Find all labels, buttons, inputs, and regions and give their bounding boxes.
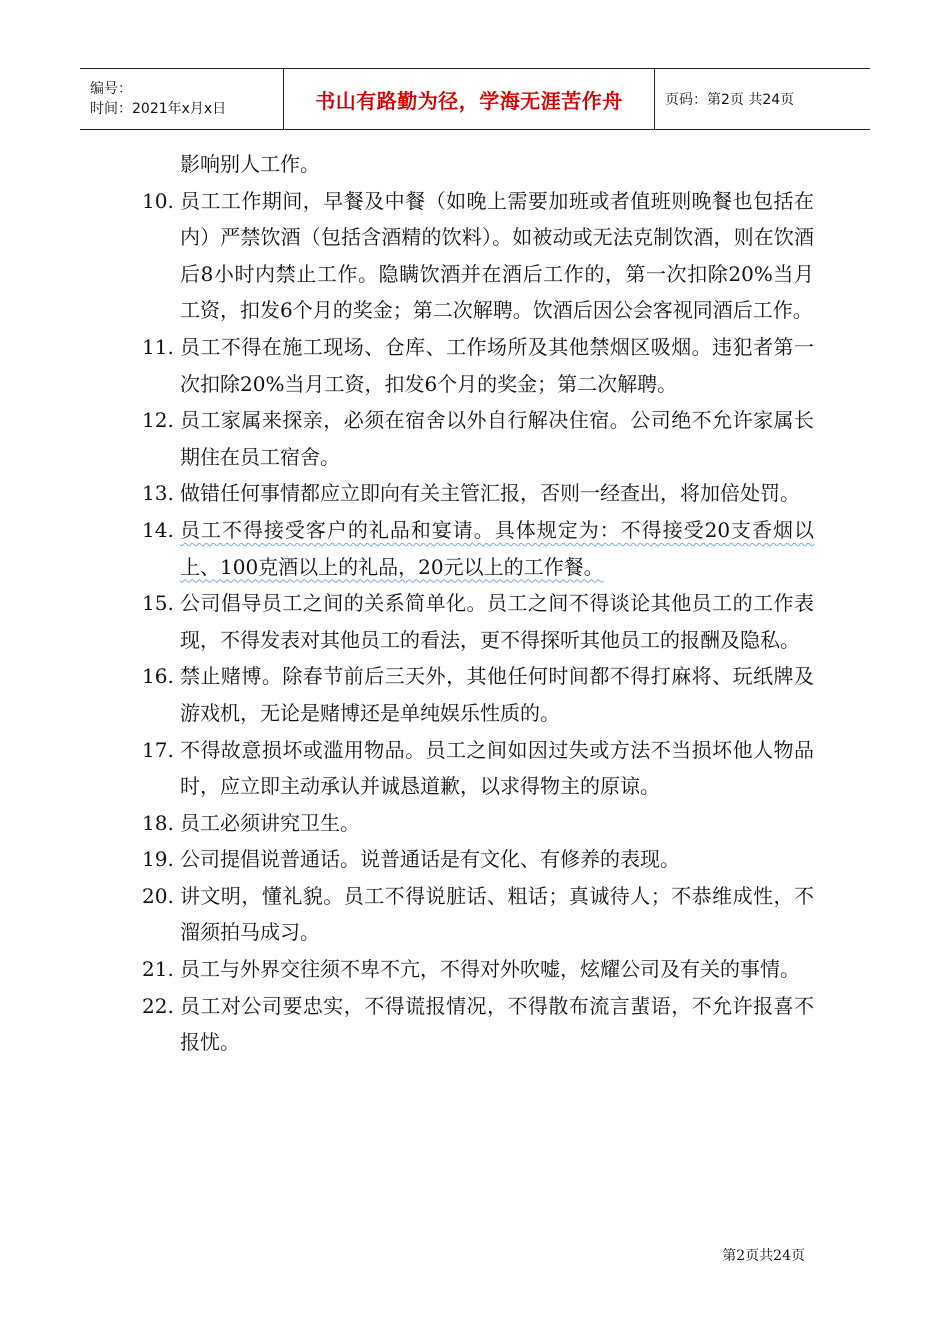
item-text: 员工必须讲究卫生。 [180,810,360,835]
item-text: 员工不得接受客户的礼品和宴请。具体规定为：不得接受20支香烟以上、100克酒以上的礼品，20元以上的工作餐。 [180,517,814,579]
item-number: 19. [142,847,174,872]
document-body [142,146,814,1061]
item-number: 18. [142,810,174,835]
list-item-21 [142,951,814,988]
item-number: 10. [142,188,174,213]
list-item-10 [142,183,814,329]
item-text: 员工不得在施工现场、仓库、工作场所及其他禁烟区吸烟。违犯者第一次扣除20%当月工资，扣发6个月的奖金；第二次解聘。 [180,334,814,396]
page-header [80,68,870,130]
item-number: 15. [142,591,174,616]
item-text: 公司倡导员工之间的关系简单化。员工之间不得谈论其他员工的工作表现，不得发表对其他员工的看法，更不得探听其他员工的报酬及隐私。 [180,591,814,652]
list-item-17 [142,732,814,805]
item-number: 12. [142,408,174,433]
list-item-18 [142,805,814,842]
list-item-14 [142,512,814,585]
continuation-text: 影响别人工作。 [180,152,320,176]
item-number: 16. [142,664,174,689]
item-number: 13. [142,481,174,506]
item-number: 17. [142,737,174,762]
motto-text: 书山有路勤为径，学海无涯苦作舟 [315,88,623,113]
list-item-20 [142,878,814,951]
item-text: 讲文明，懂礼貌。员工不得说脏话、粗话；真诚待人；不恭维成性，不溜须拍马成习。 [180,883,814,945]
item-text: 员工工作期间，早餐及中餐（如晚上需要加班或者值班则晚餐也包括在内）严禁饮酒（包括含酒精的饮料）。如被动或无法克制饮酒，则在饮酒后8小时内禁止工作。隐瞒饮酒并在酒后工作的，第一次扣除20%当月工资，扣发6个月的奖金；第二次解聘。饮酒后因公会客视同酒后工作。 [180,188,814,323]
list-item-11 [142,329,814,402]
item-number: 20. [142,883,174,908]
list-item-16 [142,658,814,731]
header-page-info [655,69,870,129]
item-text: 员工家属来探亲，必须在宿舍以外自行解决住宿。公司绝不允许家属长期住在员工宿舍。 [180,408,814,469]
item-number: 22. [142,993,174,1018]
item-number: 21. [142,957,174,982]
list-item-22 [142,988,814,1061]
item-text: 员工对公司要忠实，不得谎报情况，不得散布流言蜚语，不允许报喜不报忧。 [180,993,814,1055]
list-item-15 [142,585,814,658]
item-number: 11. [142,334,174,359]
list-item-12 [142,402,814,475]
item-text: 员工与外界交往须不卑不亢，不得对外吹嘘，炫耀公司及有关的事情。 [180,957,800,982]
header-motto [283,69,655,129]
item-text: 不得故意损坏或滥用物品。员工之间如因过失或方法不当损坏他人物品时，应立即主动承认并诚恳道歉，以求得物主的原谅。 [180,737,814,799]
item-text: 禁止赌博。除春节前后三天外，其他任何时间都不得打麻将、玩纸牌及游戏机，无论是赌博还是单纯娱乐性质的。 [180,664,814,725]
time-label: 时间：2021年x月x日 [90,101,227,117]
item-text: 公司提倡说普通话。说普通话是有文化、有修养的表现。 [180,847,680,872]
page-footer [722,1245,805,1265]
footer-page-number: 第2页共24页 [722,1248,805,1264]
header-meta [80,69,283,129]
list-item-13 [142,475,814,512]
code-label: 编号： [90,81,132,97]
item-text: 做错任何事情都应立即向有关主管汇报，否则一经查出，将加倍处罚。 [180,481,800,506]
page-label: 页码：第2页 共24页 [665,92,795,108]
item-number: 14. [142,517,174,542]
list-item-19 [142,841,814,878]
